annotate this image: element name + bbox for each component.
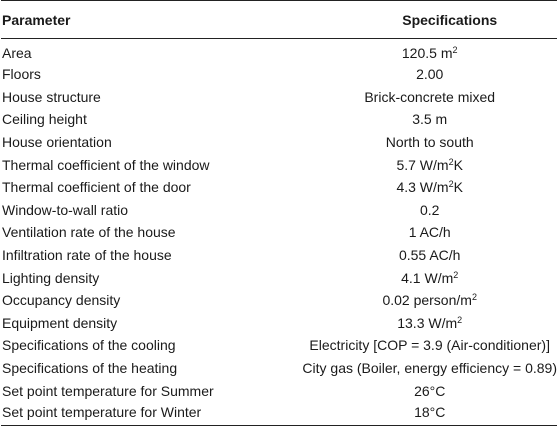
spec-value: 4.3 W/m bbox=[396, 179, 449, 196]
table-row bbox=[1, 39, 557, 64]
row-parameter: Thermal coefficient of the door bbox=[2, 179, 191, 196]
spec-value: Electricity [COP = 3.9 (Air-conditioner)] bbox=[309, 337, 550, 354]
row-specification bbox=[262, 266, 557, 289]
row-parameter: Area bbox=[2, 45, 32, 61]
table-row bbox=[1, 402, 557, 426]
row-specification bbox=[262, 131, 557, 154]
spec-superscript: 2 bbox=[457, 314, 463, 325]
row-specification bbox=[262, 221, 557, 244]
row-specification bbox=[262, 108, 557, 131]
spec-superscript: 2 bbox=[453, 269, 459, 280]
spec-superscript: 2 bbox=[448, 179, 454, 190]
table-row bbox=[1, 221, 557, 244]
row-parameter: Floors bbox=[2, 66, 41, 83]
table-row bbox=[1, 131, 557, 154]
table-row bbox=[1, 266, 557, 289]
row-parameter: Infiltration rate of the house bbox=[2, 247, 172, 264]
spec-value: Brick-concrete mixed bbox=[364, 88, 496, 105]
table-row bbox=[1, 312, 557, 335]
row-specification bbox=[262, 289, 557, 312]
spec-value: 120.5 m bbox=[401, 45, 453, 61]
table-header bbox=[1, 1, 557, 39]
row-specification bbox=[262, 199, 557, 222]
row-specification bbox=[262, 176, 557, 199]
spec-value: 13.3 W/m bbox=[397, 314, 458, 331]
table-row bbox=[1, 379, 557, 402]
spec-value: 2.00 bbox=[416, 66, 444, 83]
row-parameter: Specifications of the heating bbox=[2, 360, 178, 377]
table-body bbox=[1, 39, 557, 426]
row-parameter: Set point temperature for Summer bbox=[2, 382, 214, 399]
header-row bbox=[1, 1, 557, 39]
table-row bbox=[1, 357, 557, 380]
row-specification bbox=[262, 334, 557, 357]
row-specification bbox=[262, 312, 557, 335]
spec-value: 0.55 AC/h bbox=[398, 247, 461, 264]
spec-value: City gas (Boiler, energy efficiency = 0.89) bbox=[302, 360, 557, 377]
row-specification bbox=[262, 402, 557, 426]
spec-value: North to south bbox=[385, 134, 474, 151]
table-row bbox=[1, 86, 557, 109]
table-row bbox=[1, 334, 557, 357]
table-row bbox=[1, 199, 557, 222]
table-row bbox=[1, 289, 557, 312]
row-specification bbox=[262, 86, 557, 109]
spec-superscript: 2 bbox=[448, 156, 454, 167]
row-parameter: Occupancy density bbox=[2, 292, 121, 309]
spec-value: 18°C bbox=[414, 403, 446, 420]
spec-superscript: 2 bbox=[452, 45, 458, 55]
row-parameter: Equipment density bbox=[2, 314, 118, 331]
row-parameter: Specifications of the cooling bbox=[2, 337, 176, 354]
spec-value: 0.2 bbox=[419, 201, 440, 218]
table-row bbox=[1, 153, 557, 176]
spec-superscript: 2 bbox=[471, 292, 477, 303]
spec-value: 4.1 W/m bbox=[401, 269, 454, 286]
row-parameter: Ventilation rate of the house bbox=[2, 224, 176, 241]
spec-value: 5.7 W/m bbox=[396, 156, 449, 173]
row-specification bbox=[262, 357, 557, 380]
spec-value: 1 AC/h bbox=[408, 224, 451, 241]
table-row bbox=[1, 176, 557, 199]
row-parameter: House structure bbox=[2, 88, 101, 105]
spec-unit-tail: K bbox=[453, 156, 463, 173]
table-row bbox=[1, 244, 557, 267]
header-specifications: Specifications bbox=[402, 11, 498, 28]
row-parameter: Lighting density bbox=[2, 269, 100, 286]
row-specification bbox=[262, 244, 557, 267]
spec-value: 26°C bbox=[414, 382, 446, 399]
row-parameter: Thermal coefficient of the window bbox=[2, 156, 210, 173]
row-specification bbox=[262, 39, 557, 64]
row-specification bbox=[262, 379, 557, 402]
spec-unit-tail: K bbox=[453, 179, 463, 196]
table-row bbox=[1, 63, 557, 86]
row-parameter: House orientation bbox=[2, 134, 112, 151]
spec-value: 0.02 person/m bbox=[382, 292, 472, 309]
row-parameter: Window-to-wall ratio bbox=[2, 201, 129, 218]
table-row bbox=[1, 108, 557, 131]
specifications-table bbox=[1, 0, 557, 426]
header-parameter: Parameter bbox=[2, 11, 71, 28]
row-parameter: Ceiling height bbox=[2, 111, 87, 128]
row-parameter: Set point temperature for Winter bbox=[1, 402, 262, 426]
row-specification bbox=[262, 153, 557, 176]
row-specification bbox=[262, 63, 557, 86]
spec-value: 3.5 m bbox=[412, 111, 448, 128]
